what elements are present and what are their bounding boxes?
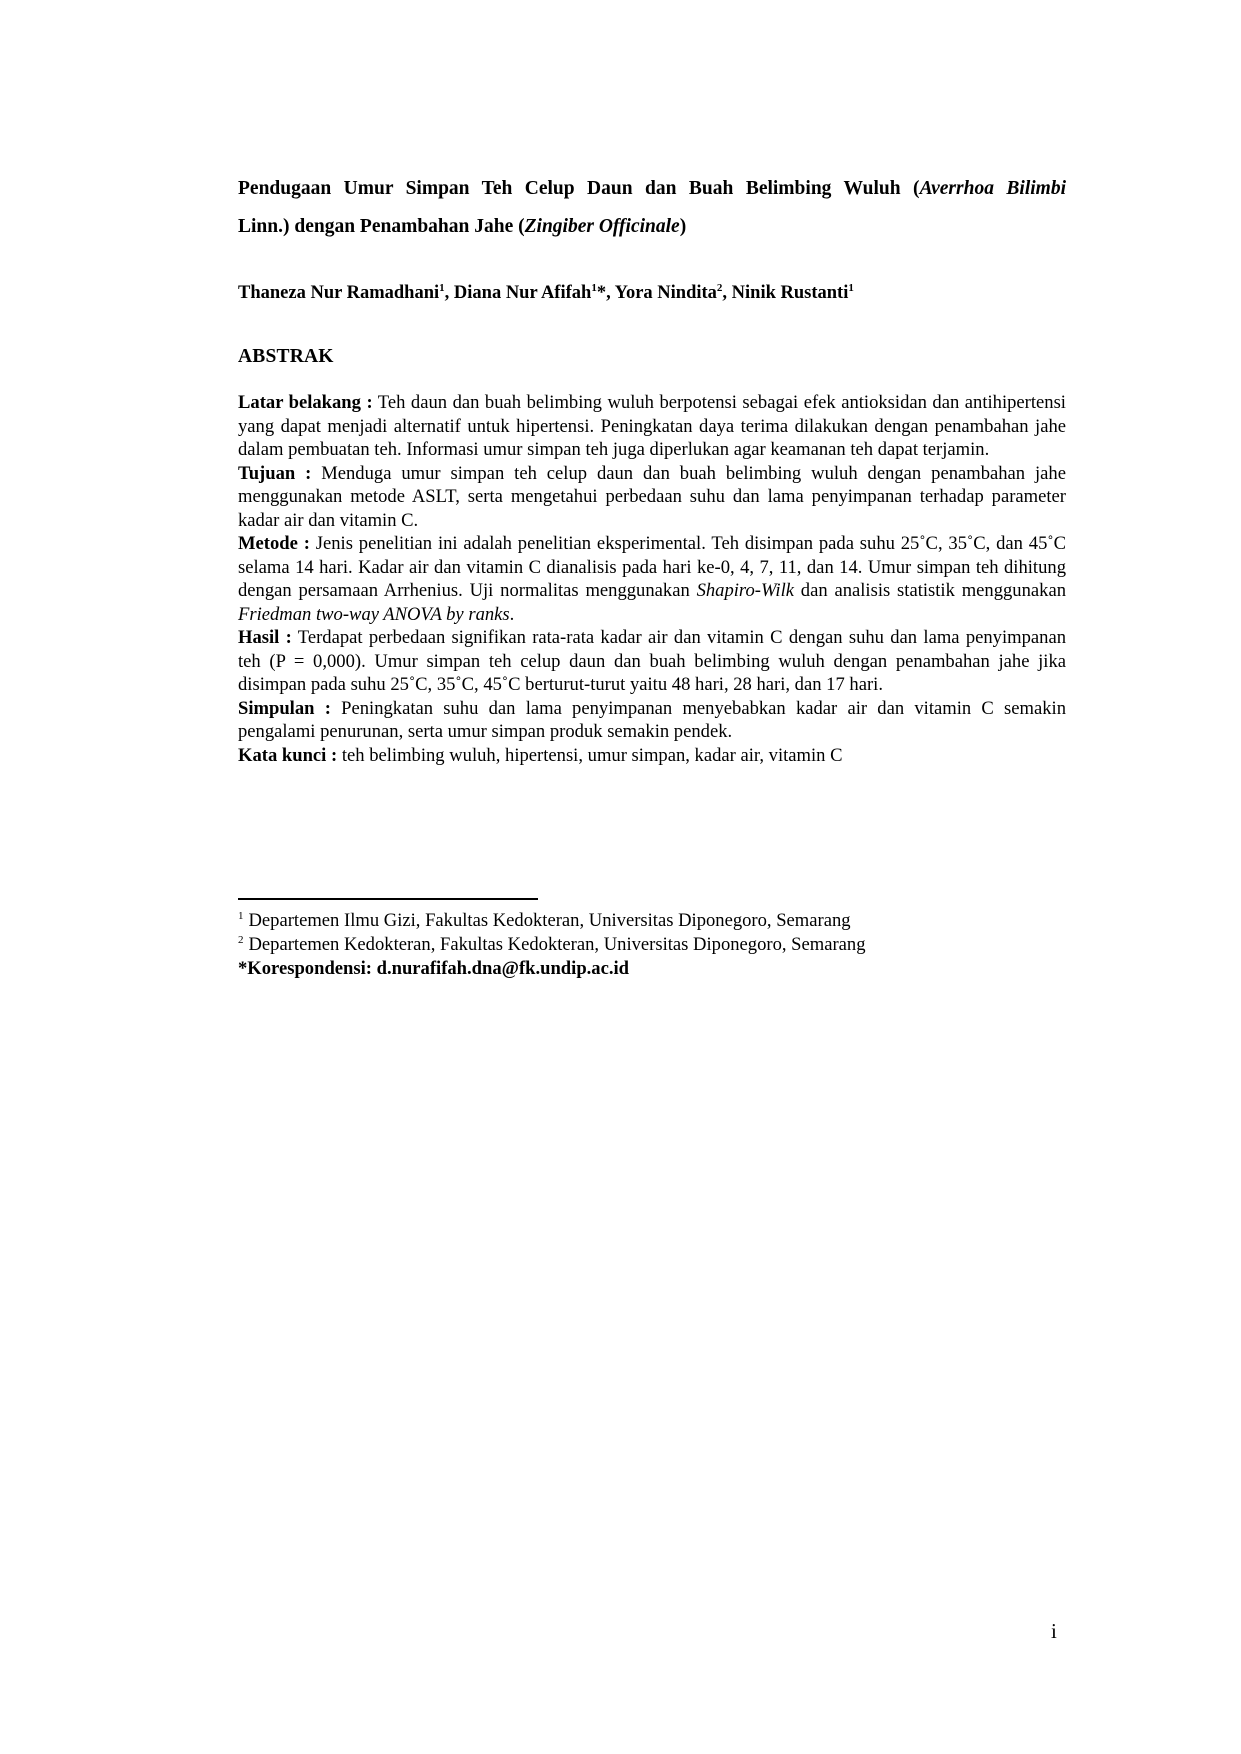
abstract-section-tujuan [238,462,1066,533]
title-text: Linn.) dengan Penambahan Jahe ( [238,216,525,237]
title-species-name: Averrhoa Bilimbi [919,178,1066,199]
title-species-name: Zingiber Officinale [524,216,680,237]
section-text: Terdapat perbedaan signifikan rata-rata kadar air dan vitamin C dengan suhu dan lama penyimpanan teh (P = 0,000). Umur simpan teh celup daun dan buah belimbing wuluh dengan penambahan jahe jika disimpan pada suhu 25˚C, 35˚C, 45˚C berturut-turut yaitu 48 hari, 28 hari, dan 17 hari. [238,627,1066,695]
abstract-section-simpulan [238,697,1066,744]
author-affiliation-sup: 2 [716,282,723,294]
footnote-divider [238,898,538,900]
paper-title [238,170,1066,246]
section-text: . [509,603,515,625]
abstract-section-metode [238,532,1066,626]
footnote-text: Departemen Kedokteran, Fakultas Kedokteran, Universitas Diponegoro, Semarang [248,934,866,955]
author-list [238,283,1138,304]
author: Thaneza Nur Ramadhani [238,283,440,303]
abstract-section-latar [238,391,1066,462]
title-line-1 [238,170,1066,208]
footnote-text: Departemen Ilmu Gizi, Fakultas Kedokteran, Universitas Diponegoro, Semarang [248,910,851,931]
footnotes [238,909,1138,981]
section-text: Menduga umur simpan teh celup daun dan buah belimbing wuluh dengan penambahan jahe menggunakan metode ASLT, serta mengetahui perbedaan suhu dan lama penyimpanan terhadap parameter kadar air dan vitamin C. [238,462,1066,531]
section-text: teh belimbing wuluh, hipertensi, umur simpan, kadar air, vitamin C [337,744,843,766]
footnote-marker: 2 [238,934,244,946]
title-text: Pendugaan Umur Simpan Teh Celup Daun dan Buah Belimbing Wuluh ( [238,178,920,199]
footnote-marker: 1 [238,910,244,922]
title-line-2 [238,208,1066,246]
author-affiliation-sup: 1 [439,282,445,294]
footnote-item [238,909,1138,933]
section-label: Hasil : [238,627,292,648]
author-separator: *, [596,283,615,303]
section-label: Simpulan : [238,697,331,719]
section-label: Metode : [238,533,310,554]
author: Yora Nindita [614,283,717,303]
author: Diana Nur Afifah [453,283,592,303]
correspondence: *Korespondensi: d.nurafifah.dna@fk.undip.ac.id [238,958,630,979]
author-affiliation-sup: 1 [591,282,597,294]
title-text: ) [679,216,687,237]
section-text: Jenis penelitian ini adalah penelitian eksperimental. Teh disimpan pada suhu 25˚C, 35˚C, dan 45˚C selama 14 hari. Kadar air dan vitamin C dianalisis pada hari ke-0, 4, 7, 11, dan 14. Umur simpan teh dihitung dengan persamaan Arrhenius. Uji normalitas menggunakan [238,533,1066,601]
section-label: Latar belakang : [238,392,373,413]
section-text: Peningkatan suhu dan lama penyimpanan menyebabkan kadar air dan vitamin C semakin pengalami penurunan, serta umur simpan produk semakin pendek. [238,697,1066,742]
author-affiliation-sup: 1 [848,282,854,294]
abstract-body [238,391,1066,767]
footnote-item [238,933,1138,957]
page-number: i [1051,1619,1057,1643]
section-italic-term: Friedman two-way ANOVA by ranks [238,603,510,625]
section-label: Tujuan : [238,462,312,484]
section-label: Kata kunci : [238,744,338,766]
abstract-heading: ABSTRAK [238,346,334,367]
author-separator: , [444,283,454,303]
author-separator: , [722,283,732,303]
author: Ninik Rustanti [731,283,849,303]
section-text: Teh daun dan buah belimbing wuluh berpotensi sebagai efek antioksidan dan antihipertensi yang dapat menjadi alternatif untuk hipertensi. Peningkatan daya terima dilakukan dengan penambahan jahe dalam pembuatan teh. Informasi umur simpan teh juga diperlukan agar keamanan teh dapat terjamin. [238,392,1066,460]
section-text: dan analisis statistik menggunakan [794,580,1066,601]
abstract-section-hasil [238,626,1066,697]
abstract-keywords [238,744,1066,768]
section-italic-term: Shapiro-Wilk [696,580,794,601]
